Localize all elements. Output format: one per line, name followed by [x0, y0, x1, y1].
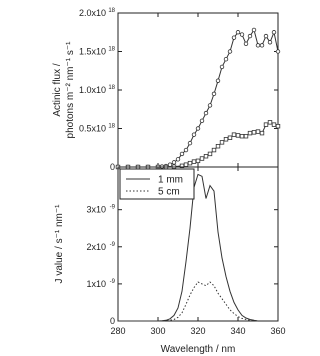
flux-point-circle [180, 152, 184, 156]
flux-point-square [264, 123, 268, 127]
top-ytick-label: 1.0x10 [78, 85, 106, 95]
flux-point-square [272, 123, 276, 127]
bottom-ytick-exponent: -9 [109, 241, 115, 248]
flux-point-circle [220, 65, 224, 69]
flux-point-circle [276, 50, 280, 54]
flux-point-circle [244, 42, 248, 46]
bottom-ytick-exponent: -9 [109, 278, 115, 285]
flux-point-circle [212, 92, 216, 96]
flux-point-circle [188, 141, 192, 145]
flux-point-circle [200, 119, 204, 123]
top-ytick-exponent: 18 [108, 8, 115, 14]
bottom-ytick-label: 1x10 [86, 278, 106, 289]
flux-point-circle [248, 34, 252, 38]
top-ytick-label: 1.5x10 [78, 46, 106, 57]
flux-point-square [268, 121, 272, 125]
flux-point-circle [172, 161, 176, 165]
x-tick-label: 300 [150, 326, 166, 336]
j-value-series-1 [118, 282, 258, 321]
flux-point-circle [168, 163, 172, 167]
flux-point-circle [204, 111, 208, 115]
flux-point-square [248, 131, 252, 135]
bottom-y-axis-label: J value / s⁻¹ nm⁻¹ [54, 204, 65, 284]
flux-point-circle [268, 40, 272, 44]
flux-point-circle [240, 33, 244, 37]
flux-point-circle [184, 148, 188, 152]
flux-point-circle [272, 30, 276, 34]
flux-point-square [252, 131, 256, 135]
flux-point-square [260, 131, 264, 135]
flux-point-square [216, 144, 220, 148]
x-tick-label: 280 [110, 326, 126, 336]
flux-point-circle [208, 104, 212, 108]
flux-point-square [204, 154, 208, 158]
x-axis-label: Wavelength / nm [160, 344, 236, 355]
flux-point-square [276, 124, 280, 128]
flux-point-square [224, 137, 228, 141]
flux-point-circle [228, 50, 232, 54]
flux-point-circle [192, 133, 196, 137]
actinic-flux-panel [52, 8, 280, 172]
flux-point-square [192, 160, 196, 164]
bottom-ytick-label: 0 [109, 316, 115, 326]
flux-point-square [212, 148, 216, 152]
top-ytick-label: 2.0x10 [78, 8, 106, 18]
top-ytick-exponent: 18 [108, 46, 115, 53]
bottom-ytick-label: 3x10 [86, 204, 106, 215]
flux-point-circle [256, 44, 260, 48]
flux-point-square [256, 130, 260, 134]
x-tick-label: 340 [230, 326, 246, 336]
legend-label: 5 cm [158, 186, 180, 198]
flux-point-square [184, 163, 188, 167]
bottom-ytick-label: 2x10 [86, 241, 106, 252]
top-ytick-label: 0 [109, 162, 115, 172]
flux-point-circle [264, 34, 268, 38]
top-panel-frame [118, 13, 278, 167]
flux-point-square [208, 152, 212, 156]
flux-point-circle [236, 30, 240, 34]
flux-point-square [236, 134, 240, 138]
flux-point-circle [224, 57, 228, 61]
flux-point-circle [232, 36, 236, 40]
flux-point-square [244, 134, 248, 138]
x-tick-label: 360 [270, 326, 286, 336]
top-y-axis-label-line2: photons m⁻² nm⁻¹ s⁻¹ [65, 41, 76, 139]
legend-label: 1 mm [158, 174, 183, 186]
flux-point-square [220, 141, 224, 145]
flux-point-circle [252, 28, 256, 32]
flux-point-square [188, 161, 192, 165]
flux-point-square [232, 133, 236, 137]
flux-point-circle [216, 79, 220, 83]
top-ytick-exponent: 18 [108, 85, 115, 91]
top-ytick-label: 0.5x10 [78, 123, 106, 134]
j-value-panel [54, 167, 286, 355]
top-y-axis-label-line1: Actinic flux / [52, 63, 63, 117]
flux-point-square [240, 134, 244, 138]
flux-series-circle-line [118, 30, 278, 167]
top-ytick-exponent: 18 [108, 123, 115, 130]
flux-point-square [200, 157, 204, 161]
flux-point-circle [260, 44, 264, 48]
flux-point-circle [196, 127, 200, 131]
x-tick-label: 320 [190, 326, 206, 336]
flux-point-square [196, 159, 200, 163]
flux-point-circle [176, 158, 180, 162]
flux-point-square [228, 136, 232, 140]
bottom-ytick-exponent: -9 [109, 204, 115, 211]
